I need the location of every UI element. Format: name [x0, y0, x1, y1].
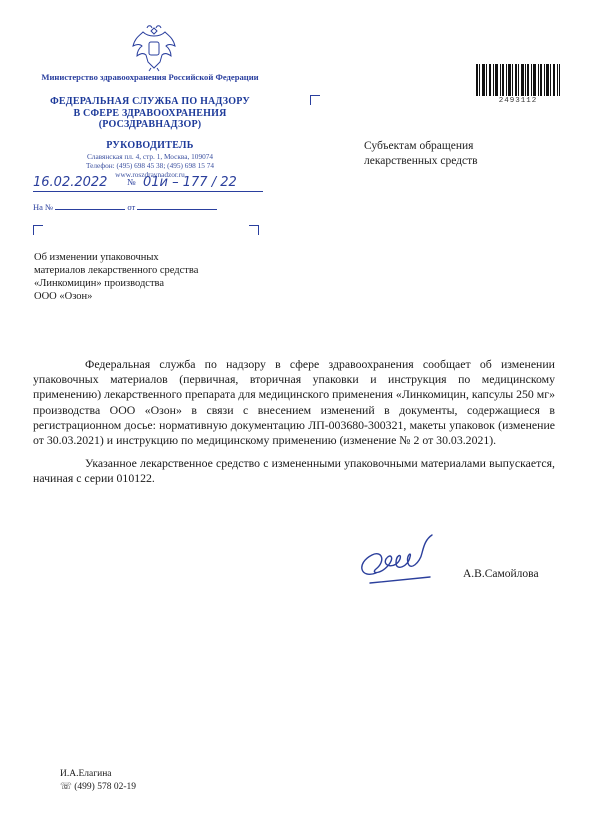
registration-line	[33, 173, 273, 193]
recipient-line: лекарственных средств	[364, 155, 478, 167]
subject-line: Об изменении упаковочных	[34, 252, 159, 263]
phone-icon: ☏	[60, 782, 72, 792]
number-sign: №	[127, 177, 136, 187]
registration-underline	[33, 191, 263, 192]
service-line-3: (РОСЗДРАВНАДЗОР)	[98, 119, 202, 130]
ot-field-line	[137, 201, 217, 210]
barcode-number: 2493112	[498, 97, 538, 105]
executor-phone-line	[60, 781, 136, 794]
corner-mark	[249, 225, 259, 235]
subject-line: ООО «Озон»	[34, 291, 93, 302]
registration-date: 16.02.2022	[33, 175, 108, 190]
executor-phone: (499) 578 02-19	[74, 782, 137, 792]
ot-label: от	[127, 202, 136, 212]
signatory-name: А.В.Самойлова	[463, 568, 539, 580]
registration-number: 01и – 177 / 22	[143, 175, 237, 190]
barcode	[476, 64, 560, 96]
head-title: РУКОВОДИТЕЛЬ	[106, 140, 194, 151]
coat-of-arms-emblem	[131, 22, 177, 72]
website: www.roszdravnadzor.ru	[115, 170, 185, 179]
service-line-2: В СФЕРЕ ЗДРАВООХРАНЕНИЯ	[73, 107, 227, 119]
subject-line: «Линкомицин» производства	[34, 278, 165, 289]
body-paragraph: Указанное лекарственное средство с измененными упаковочными материалами выпускается, начиная с серии 010122.	[33, 456, 555, 486]
body-paragraph: Федеральная служба по надзору в сфере здравоохранения сообщает об изменении упаковочных материалов (первичная, вторичная упаковки и инструкция по медицинскому применению) лекарственного препарата для медицинского применения «Линкомицин, капсулы 250 мг» производства ООО «Озон» в связи с внесением изменений в документы, содержащиеся в регистрационном досье: нормативную документацию ЛП-003680-300321, макеты упаковок (изменение от 30.03.2021) и инструкцию по медицинскому применению (изменение № 2 от 30.03.2021).	[33, 357, 555, 448]
phone-line: Телефон: (495) 698 45 38; (495) 698 15 74	[85, 161, 214, 170]
ministry-name: Министерство здравоохранения Российской Федерации	[41, 72, 259, 82]
reference-line	[33, 201, 217, 212]
address-line: Славянская пл. 4, стр. 1, Москва, 109074	[86, 152, 214, 161]
letter-body	[33, 357, 555, 487]
subject-block	[34, 251, 198, 303]
service-line-1: ФЕДЕРАЛЬНАЯ СЛУЖБА ПО НАДЗОРУ	[50, 96, 250, 107]
subject-line: материалов лекарственного средства	[34, 265, 199, 276]
na-field-line	[55, 201, 125, 210]
handwritten-signature	[350, 533, 460, 587]
recipient-block	[364, 139, 478, 169]
service-name	[30, 96, 270, 131]
executor-block	[60, 768, 136, 794]
executor-name: И.А.Елагина	[60, 769, 112, 779]
na-label: На №	[33, 202, 54, 212]
corner-mark	[33, 225, 43, 235]
corner-mark	[310, 95, 320, 105]
recipient-line: Субъектам обращения	[364, 140, 474, 152]
